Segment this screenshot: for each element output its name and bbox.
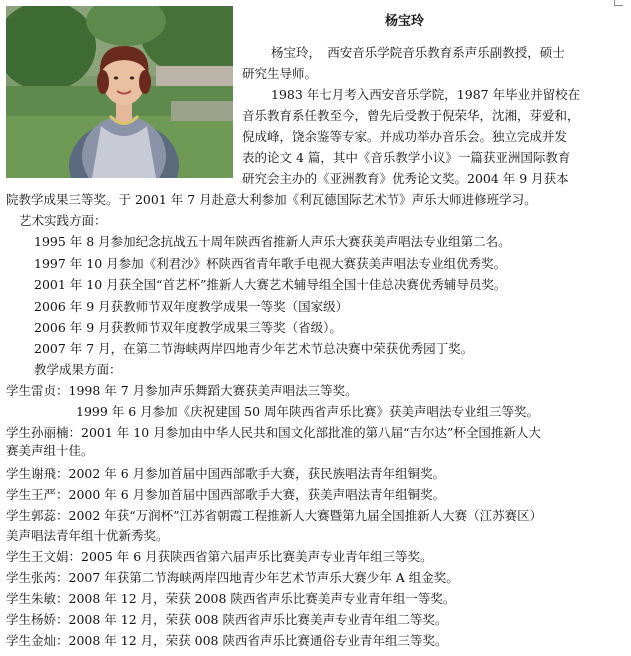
intro-line: 倪成峰，饶余鉴等专家。并成功举办音乐会。独立完成并发 <box>242 129 568 144</box>
intro-line: 院教学成果三等奖。于 2001 年 7 月赴意大利参加《利瓦德国际艺术节》声乐大师进修班学习。 <box>6 192 537 207</box>
practice-item: 2007 年 7 月，在第二节海峡两岸四地青少年艺术节总决赛中荣获优秀园丁奖。 <box>34 341 474 356</box>
teaching-item: 学生杨娇：2008 年 12 月，荣获 008 陕西省声乐比赛美声专业青年组二等奖。 <box>6 612 448 627</box>
intro-line: 音乐教育系任教至今，曾先后受教于倪荣华，沈湘，芽爱和， <box>242 108 580 123</box>
teaching-item: 赛美声组十佳。 <box>6 443 94 458</box>
intro-line: 研究生导师。 <box>242 66 318 81</box>
intro-line: 研究会主办的《亚洲教育》优秀论文奖。2004 年 9 月获本 <box>242 171 569 186</box>
intro-line: 杨宝玲， 西安音乐学院音乐教育系声乐副教授，硕士 <box>271 45 565 60</box>
teaching-item: 学生郭蕊：2002 年获“万润杯”江苏省朝霞工程推新人大赛暨第九届全国推新人大赛（江苏赛区） <box>6 508 543 523</box>
teaching-item: 学生王严：2000 年 6 月参加首届中国西部歌手大赛，获美声唱法青年组铜奖。 <box>6 487 446 502</box>
intro-line: 表的论文 4 篇，其中《音乐教学小议》一篇获亚洲国际教育 <box>242 150 571 165</box>
person-name-title: 杨宝玲 <box>385 14 425 29</box>
teaching-item: 学生金灿：2008 年 12 月，荣获 008 陕西省声乐比赛通俗专业青年组三等奖。 <box>6 633 448 648</box>
intro-line: 1983 年七月考入西安音乐学院，1987 年毕业并留校在 <box>271 87 581 102</box>
teaching-item: 学生孙丽楠：2001 年 10 月参加由中华人民共和国文化部批准的第八届“吉尔达”杯全国推新人大 <box>6 425 541 440</box>
teaching-item: 学生雷贞：1998 年 7 月参加声乐舞蹈大赛获美声唱法三等奖。 <box>6 383 358 398</box>
teaching-item: 1999 年 6 月参加《庆祝建国 50 周年陕西省声乐比赛》获美声唱法专业组三等奖。 <box>76 404 540 419</box>
practice-item: 1997 年 10 月参加《利君沙》杯陕西省青年歌手电视大赛获美声唱法专业组优秀奖。 <box>34 256 507 271</box>
practice-item: 2001 年 10 月获全国“首艺杯”推新人大赛艺术辅导组全国十佳总决赛优秀辅导员奖。 <box>34 277 507 292</box>
practice-item: 1995 年 8 月参加纪念抗战五十周年陕西省推新人声乐大赛获美声唱法专业组第二名。 <box>34 234 511 249</box>
page-corner-mark <box>614 0 623 6</box>
teaching-item: 学生朱敏：2008 年 12 月，荣获 2008 陕西省声乐比赛美声专业青年组一等奖。 <box>6 591 456 606</box>
practice-item: 2006 年 9 月获教师节双年度教学成果三等奖（省级）。 <box>34 320 342 335</box>
teaching-heading: 教学成果方面： <box>34 362 122 377</box>
teaching-item: 学生王文娟：2005 年 6 月获陕西省第六届声乐比赛美声专业青年组三等奖。 <box>6 549 433 564</box>
portrait-photo <box>6 6 233 178</box>
practice-heading: 艺术实践方面： <box>19 213 107 228</box>
teaching-item: 学生张芮：2007 年获第二节海峡两岸四地青少年艺术节声乐大赛少年 A 组金奖。 <box>6 570 459 585</box>
practice-item: 2006 年 9 月获教师节双年度教学成果一等奖（国家级） <box>34 299 349 314</box>
teaching-item: 美声唱法青年组十优新秀奖。 <box>6 528 169 543</box>
teaching-item: 学生谢飛：2002 年 6 月参加首届中国西部歌手大赛，获民族唱法青年组铜奖。 <box>6 466 446 481</box>
